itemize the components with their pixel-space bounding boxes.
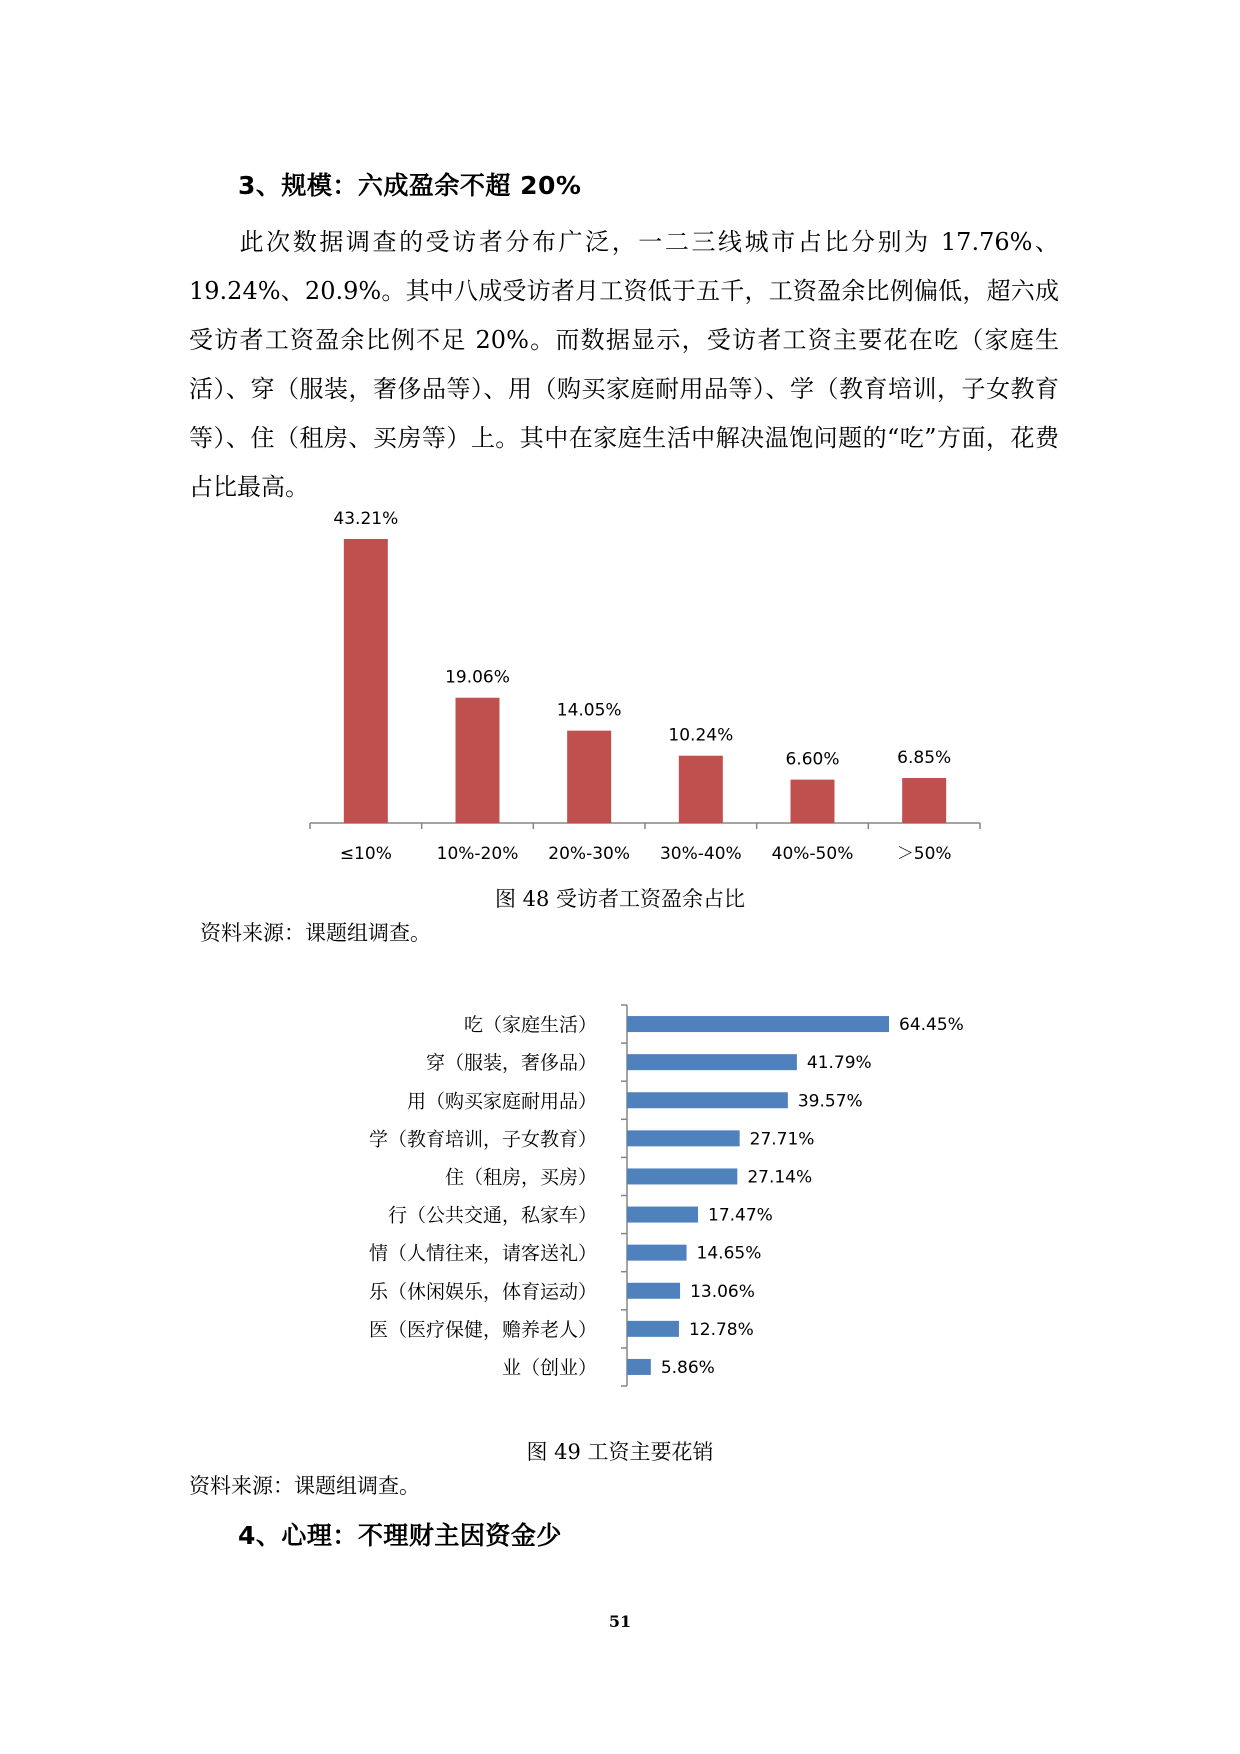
hbar-data-label-3: 39.57% (797, 1091, 863, 1112)
hbar-1 (627, 1016, 889, 1032)
hbar-category-label-3: 用（购买家庭耐用品） (406, 1090, 597, 1113)
hbar-4 (627, 1130, 740, 1146)
category-label-3: 20%-30% (548, 844, 631, 864)
figure-49-caption: 图 49 工资主要花销 (526, 1440, 714, 1464)
hbar-data-label-10: 5.86% (660, 1357, 715, 1378)
data-label-2: 19.06% (445, 667, 510, 688)
hbar-category-label-6: 行（公共交通，私家车） (387, 1204, 597, 1227)
category-label-6: ＞50% (896, 844, 952, 864)
category-label-4: 30%-40% (659, 844, 742, 864)
hbar-7 (627, 1245, 687, 1261)
data-label-4: 10.24% (668, 725, 734, 746)
hbar-5 (627, 1168, 737, 1184)
hbar-9 (627, 1321, 679, 1337)
hbar-data-label-6: 17.47% (708, 1205, 773, 1226)
hbar-category-label-2: 穿（服装，奢侈品） (425, 1052, 597, 1075)
figure-49-source: 资料来源：课题组调查。 (189, 1474, 420, 1498)
hbar-8 (627, 1283, 680, 1299)
figure-48-source: 资料来源：课题组调查。 (200, 921, 431, 945)
data-label-5: 6.60% (785, 749, 840, 770)
hbar-category-label-7: 情（人情往来，请客送礼） (368, 1242, 597, 1265)
hbar-data-label-1: 64.45% (899, 1015, 964, 1036)
body-paragraph-text: 此次数据调查的受访者分布广泛，一二三线城市占比分别为 17.76%、19.24%、20.9%。其中八成受访者月工资低于五千，工资盈余比例偏低，超六成受访者工资盈余比例不足 20%。而数据显示，受访者工资主要花在吃（家庭生活）、穿（服装，奢侈品等）、用（购买家庭耐用品等）、学（教育培训，子女教育等）、住（租房、买房等）上。其中在家庭生活中解决温饱问题的“吃”方面，花费占比最高。 (189, 228, 1059, 501)
section-3-heading: 3、规模：六成盈余不超 20% (238, 171, 582, 200)
category-label-1: ≤10% (339, 844, 392, 864)
data-label-6: 6.85% (897, 747, 952, 768)
hbar-3 (627, 1092, 788, 1108)
figure-48-caption: 图 48 受访者工资盈余占比 (494, 887, 746, 911)
page-number: 51 (608, 1612, 632, 1631)
hbar-10 (627, 1359, 651, 1375)
hbar-6 (627, 1207, 698, 1223)
hbar-2 (627, 1054, 797, 1070)
category-label-5: 40%-50% (771, 844, 854, 864)
hbar-data-label-5: 27.14% (747, 1167, 813, 1188)
section-4-heading: 4、心理：不理财主因资金少 (238, 1521, 562, 1550)
hbar-data-label-9: 12.78% (688, 1319, 754, 1340)
hbar-category-label-4: 学（教育培训，子女教育） (368, 1128, 597, 1151)
category-label-2: 10%-20% (436, 844, 519, 864)
data-label-1: 43.21% (333, 509, 399, 529)
data-label-3: 14.05% (556, 700, 622, 721)
hbar-category-label-10: 业（创业） (501, 1356, 597, 1379)
hbar-data-label-2: 41.79% (806, 1053, 872, 1074)
hbar-category-label-9: 医（医疗保健，赡养老人） (368, 1318, 597, 1341)
hbar-data-label-7: 14.65% (696, 1243, 762, 1264)
hbar-data-label-8: 13.06% (690, 1281, 755, 1302)
hbar-data-label-4: 27.71% (749, 1129, 815, 1150)
hbar-category-label-5: 住（租房，买房） (444, 1166, 597, 1189)
hbar-category-label-1: 吃（家庭生活） (463, 1014, 597, 1037)
hbar-category-label-8: 乐（休闲娱乐，体育运动） (368, 1280, 597, 1303)
